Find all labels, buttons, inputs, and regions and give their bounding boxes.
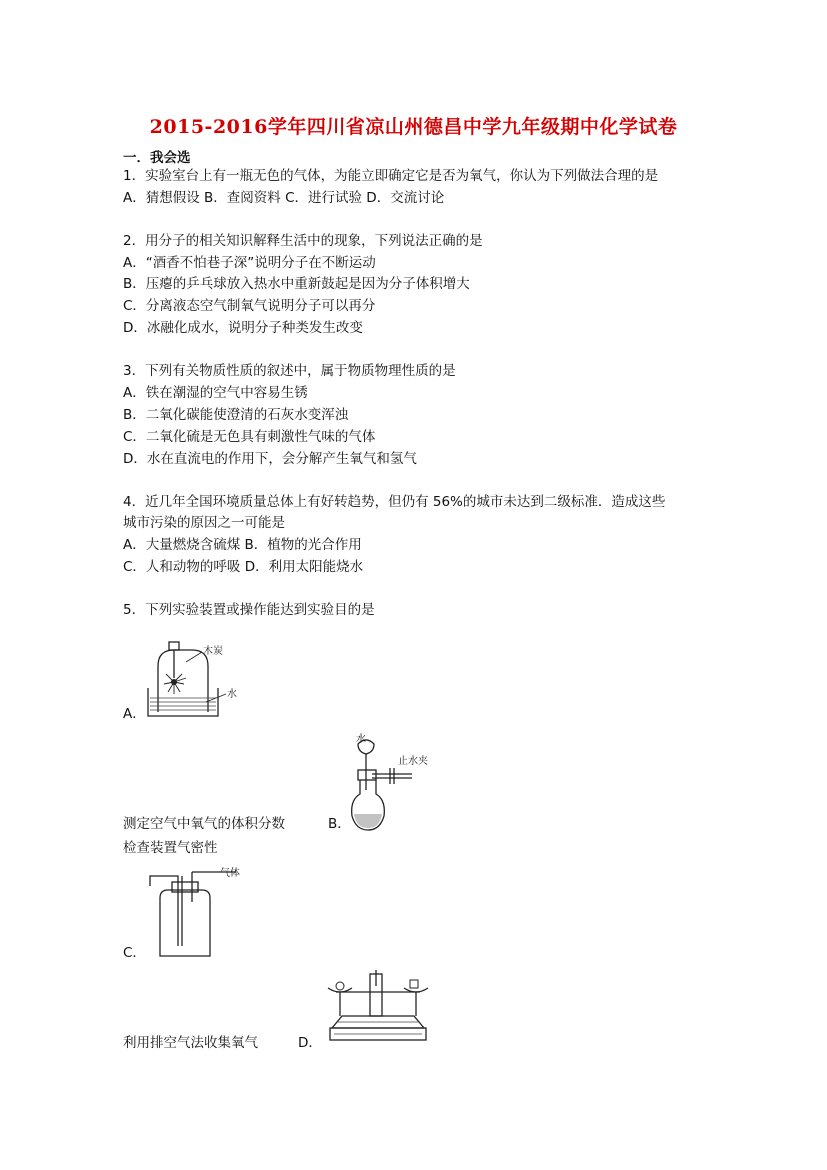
q5-option-c-caption: 利用排空气法收集氧气 (123, 1035, 258, 1051)
q5-stem: 5．下列实验装置或操作能达到实验目的是 (123, 602, 375, 618)
q3-option-d: D．水在直流电的作用下，会分解产生氧气和氢气 (123, 451, 417, 467)
q5-option-b-caption: 检查装置气密性 (123, 840, 218, 856)
q1-stem: 1．实验室台上有一瓶无色的气体，为能立即确定它是否为氧气，你认为下列做法合理的是 (123, 168, 659, 184)
q2-option-b: B．压瘪的乒乓球放入热水中重新鼓起是因为分子体积增大 (123, 276, 470, 292)
section-heading: 一．我会选 (123, 150, 191, 166)
q2-option-d: D．冰融化成水，说明分子种类发生改变 (123, 320, 363, 336)
q2-option-a: A．“酒香不怕巷子深”说明分子在不断运动 (123, 255, 376, 271)
q5-option-b-letter: B． (328, 816, 351, 832)
q3-option-c: C．二氧化硫是无色具有刺激性气味的气体 (123, 429, 376, 445)
figure-d-balance (322, 966, 434, 1046)
figure-b-label-clip: 止水夹 (398, 756, 428, 767)
figure-a-label-charcoal: 木炭 (203, 646, 223, 657)
q5-option-d-letter: D． (298, 1035, 322, 1051)
q3-option-b: B．二氧化碳能使澄清的石灰水变浑浊 (123, 407, 349, 423)
q3-stem: 3．下列有关物质性质的叙述中，属于物质物理性质的是 (123, 363, 456, 379)
figure-c-gas-bottle (146, 862, 256, 958)
page-title: 2015-2016学年四川省凉山州德昌中学九年级期中化学试卷 (149, 116, 678, 138)
q4-options-ab: A．大量燃烧含硫煤 B．植物的光合作用 (123, 537, 362, 553)
figure-b-label-water: 水 (356, 734, 366, 745)
q4-stem-line2: 城市污染的原因之一可能是 (123, 515, 285, 531)
figure-a-label-water: 水 (227, 689, 237, 700)
q4-options-cd: C．人和动物的呼吸 D．利用太阳能烧水 (123, 559, 364, 575)
figure-c-label-gas: 气体 (220, 868, 240, 879)
q2-stem: 2．用分子的相关知识解释生活中的现象，下列说法正确的是 (123, 233, 483, 249)
q2-option-c: C．分离液态空气制氧气说明分子可以再分 (123, 298, 376, 314)
q5-option-a-letter: A． (123, 706, 146, 722)
q5-option-a-caption: 测定空气中氧气的体积分数 (123, 816, 285, 832)
q3-option-a: A．铁在潮湿的空气中容易生锈 (123, 385, 308, 401)
figure-b-flask (346, 732, 436, 834)
figure-a-bell-jar (140, 632, 245, 720)
q4-stem-line1: 4．近几年全国环境质量总体上有好转趋势，但仍有 56%的城市未达到二级标准．造成这些 (123, 494, 666, 510)
q5-option-c-letter: C． (123, 945, 146, 961)
q1-options: A．猜想假设 B．查阅资料 C．进行试验 D．交流讨论 (123, 190, 445, 206)
